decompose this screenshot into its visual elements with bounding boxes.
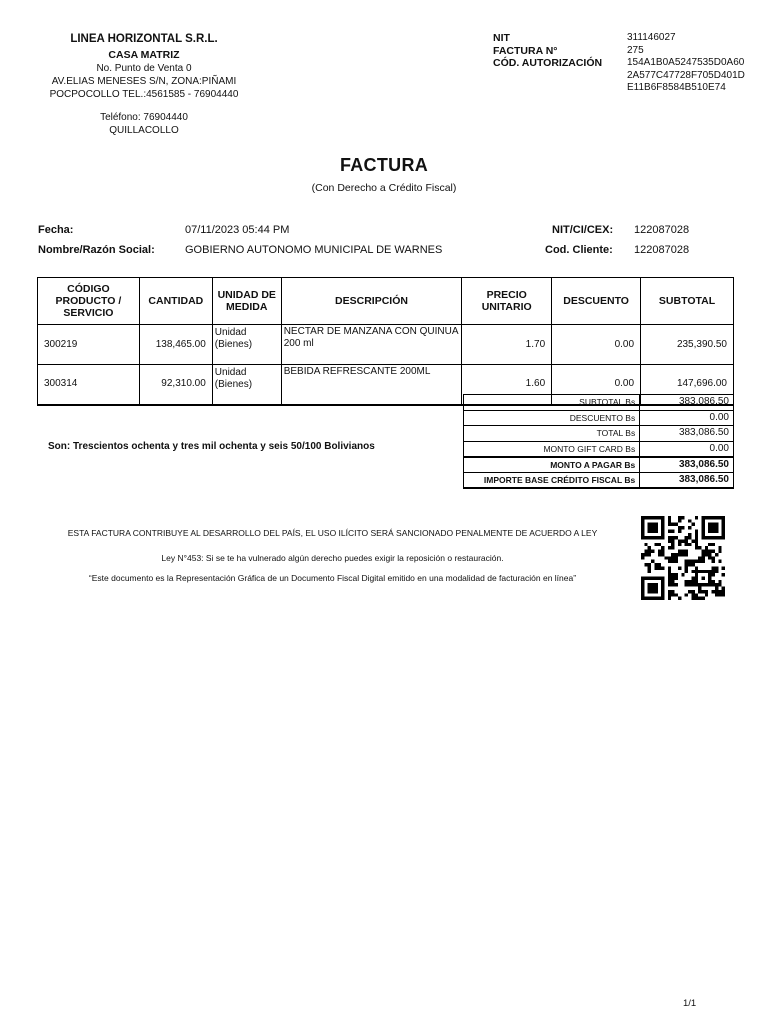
row-code: 300219 xyxy=(38,325,140,365)
row-quantity: 138,465.00 xyxy=(139,325,212,365)
document-title: FACTURA xyxy=(339,155,429,175)
row-subtotal: 235,390.50 xyxy=(641,325,734,365)
legal-notice-1: ESTA FACTURA CONTRIBUYE AL DESARROLLO DEL PAÍS, EL USO ILÍCITO SERÁ SANCIONADO PENALMENTE DE ACUERDO A LEY xyxy=(67,528,598,538)
totals-row-subtotal: SUBTOTAL Bs 383,086.50 xyxy=(464,395,734,411)
row-discount: 0.00 xyxy=(552,365,641,405)
totals-row-gift-card: MONTO GIFT CARD Bs 0.00 xyxy=(464,441,734,457)
nit-value: 311146027 xyxy=(627,32,676,43)
address-line-1: AV.ELIAS MENESES S/N, ZONA:PIÑAMI xyxy=(51,76,237,87)
client-code-value: 122087028 xyxy=(634,244,690,256)
row-quantity: 92,310.00 xyxy=(139,365,212,405)
page-number: 1/1 xyxy=(683,998,697,1009)
row-subtotal: 147,696.00 xyxy=(641,365,734,405)
address-line-2: POCPOCOLLO TEL.:4561585 - 76904440 xyxy=(49,89,239,100)
company-name: LINEA HORIZONTAL S.R.L. xyxy=(70,33,218,45)
invoice-header xyxy=(493,32,747,95)
header-unit-price: PRECIO UNITARIO xyxy=(462,278,552,325)
document-subtitle: (Con Derecho a Crédito Fiscal) xyxy=(311,182,457,194)
header-discount: DESCUENTO xyxy=(552,278,641,325)
totals-row-amount-to-pay: MONTO A PAGAR Bs 383,086.50 xyxy=(464,457,734,473)
qr-code-icon xyxy=(641,516,725,600)
header-quantity: CANTIDAD xyxy=(139,278,212,325)
items-table xyxy=(37,277,734,406)
customer-name-value: GOBIERNO AUTONOMO MUNICIPAL DE WARNES xyxy=(185,244,443,256)
nit-ci-label: NIT/CI/CEX: xyxy=(552,224,614,236)
authorization-code: 154A1B0A5247535D0A602A577C47728F705D401DE11B6F8584B510E74 xyxy=(627,57,745,93)
table-row xyxy=(38,325,734,365)
totals-table xyxy=(463,394,734,489)
authorization-label: CÓD. AUTORIZACIÓN xyxy=(493,57,603,69)
row-unit: Unidad (Bienes) xyxy=(212,365,281,405)
client-code-label: Cod. Cliente: xyxy=(545,244,613,256)
header-description: DESCRIPCIÓN xyxy=(281,278,462,325)
customer-name-label: Nombre/Razón Social: xyxy=(38,244,155,256)
legal-notice-2: Ley N°453: Si se te ha vulnerado algún derecho puedes exigir la reposición o restauración. xyxy=(161,553,504,563)
header-code: CÓDIGO PRODUCTO / SERVICIO xyxy=(38,278,140,325)
company-city: QUILLACOLLO xyxy=(109,125,179,136)
row-description: NECTAR DE MANZANA CON QUINUA 200 ml xyxy=(281,325,462,365)
row-description: BEBIDA REFRESCANTE 200ML xyxy=(281,365,462,405)
row-unit: Unidad (Bienes) xyxy=(212,325,281,365)
row-discount: 0.00 xyxy=(552,325,641,365)
header-subtotal: SUBTOTAL xyxy=(641,278,734,325)
invoice-number-label: FACTURA N° xyxy=(493,44,558,57)
legal-notice-3: “Este documento es la Representación Gráfica de un Documento Fiscal Digital emitido en una modalidad de facturación en línea” xyxy=(88,573,577,583)
invoice-number-value: 275 xyxy=(627,44,644,56)
date-value: 07/11/2023 05:44 PM xyxy=(185,224,290,236)
point-of-sale: No. Punto de Venta 0 xyxy=(96,63,192,74)
row-unit-price: 1.60 xyxy=(462,365,552,405)
company-block xyxy=(30,32,258,137)
table-header-row xyxy=(38,278,734,325)
company-branch: CASA MATRIZ xyxy=(108,49,180,61)
row-code: 300314 xyxy=(38,365,140,405)
nit-label: NIT xyxy=(493,32,510,44)
header-unit: UNIDAD DE MEDIDA xyxy=(212,278,281,325)
date-label: Fecha: xyxy=(38,224,74,236)
nit-ci-value: 122087028 xyxy=(634,224,690,236)
totals-row-fiscal-credit-base: IMPORTE BASE CRÉDITO FISCAL Bs 383,086.50 xyxy=(464,472,734,488)
totals-row-discount: DESCUENTO Bs 0.00 xyxy=(464,410,734,426)
totals-row-total: TOTAL Bs 383,086.50 xyxy=(464,426,734,442)
amount-in-words: Son: Trescientos ochenta y tres mil ochenta y seis 50/100 Bolivianos xyxy=(48,441,375,452)
row-unit-price: 1.70 xyxy=(462,325,552,365)
company-phone: Teléfono: 76904440 xyxy=(100,112,188,123)
